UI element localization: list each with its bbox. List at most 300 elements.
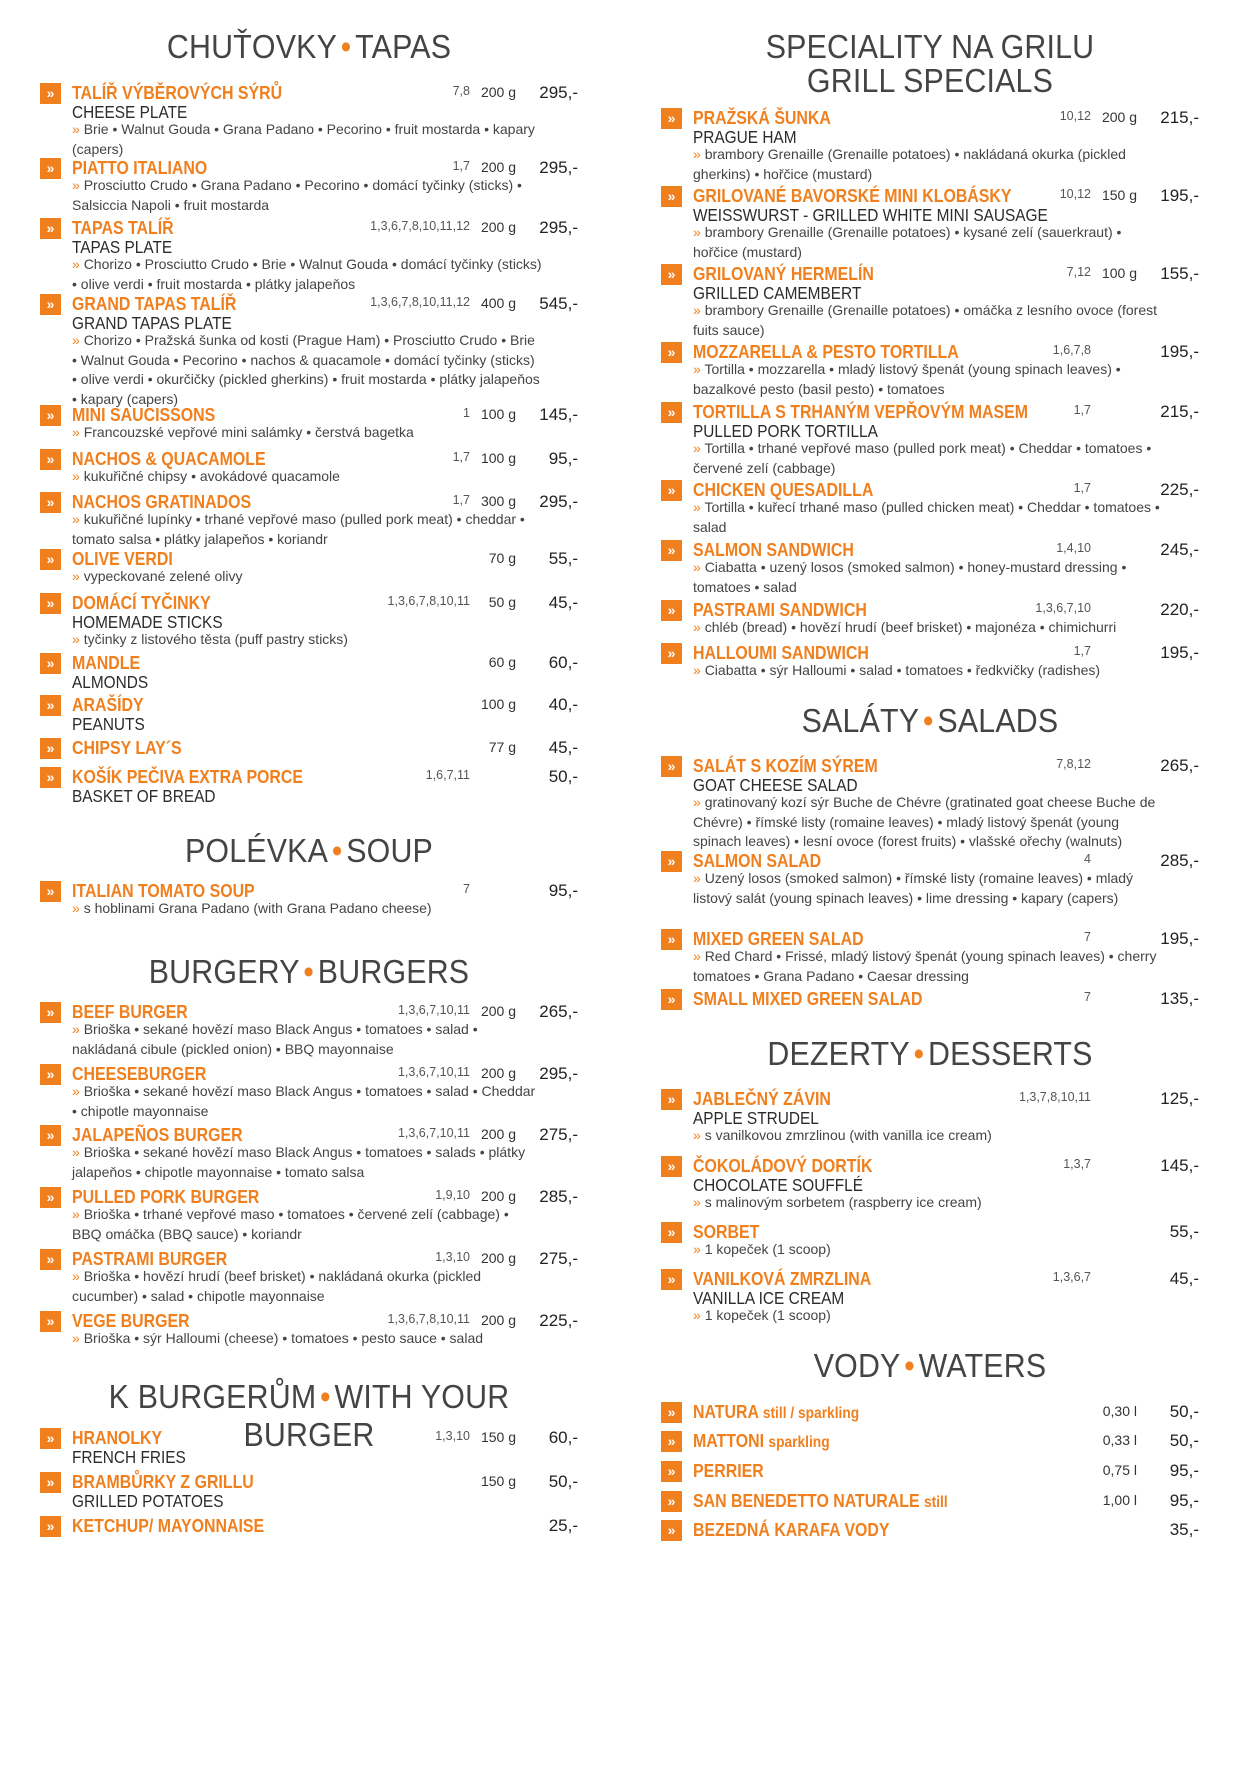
description-bullet-icon: » [72, 177, 80, 193]
item-name-variant: still / sparkling [762, 1405, 860, 1422]
item-name-text: MOZZARELLA & PESTO TORTILLA [693, 341, 959, 362]
item-allergens: 10,12 [1059, 187, 1091, 201]
item-allergens: 1,3,6,7,10 [1035, 601, 1091, 615]
item-name-text: SAN BENEDETTO NATURALE [693, 1490, 920, 1511]
item-name-english: HOMEMADE STICKS [72, 612, 223, 632]
item-name [72, 652, 140, 674]
title-separator-dot: • [913, 1035, 925, 1072]
item-name [693, 185, 1012, 207]
item-description [72, 120, 542, 159]
item-name [693, 1155, 872, 1177]
item-price: 50,- [1169, 1402, 1199, 1421]
item-allergens: 1,3,7,8,10,11 [1018, 1090, 1091, 1104]
item-allergens: 1,3,6,7,10,11 [397, 1065, 470, 1079]
item-name-text: MINI SAUCISSONS [72, 404, 216, 425]
chevron-right-double-icon: » [40, 1516, 61, 1537]
item-description [693, 1240, 1163, 1260]
chevron-right-double-icon: » [661, 600, 682, 621]
chevron-right-double-icon: » [40, 1064, 61, 1085]
item-price: 50,- [1169, 1431, 1199, 1450]
chevron-right-double-icon: » [661, 108, 682, 129]
item-portion: 200 g [480, 1250, 516, 1266]
item-description-text: kukuřičné chipsy • avokádové quacamole [83, 468, 340, 484]
item-price: 285,- [1160, 851, 1199, 870]
item-name [693, 263, 874, 285]
item-price: 35,- [1169, 1520, 1199, 1539]
item-price: 155,- [1160, 264, 1199, 283]
chevron-right-double-icon: » [40, 1428, 61, 1449]
item-allergens: 1,7 [1073, 644, 1091, 658]
item-name-english: PRAGUE HAM [693, 127, 797, 147]
description-bullet-icon: » [72, 1268, 80, 1284]
chevron-right-double-icon: » [40, 695, 61, 716]
item-price: 195,- [1160, 186, 1199, 205]
section-title-cz: SALÁTY [801, 702, 920, 739]
item-description [72, 1205, 542, 1244]
item-price: 145,- [1160, 1156, 1199, 1175]
item-description [72, 1143, 542, 1182]
section-title-cz: DEZERTY [767, 1035, 910, 1072]
item-allergens: 1,6,7,8 [1052, 343, 1091, 357]
item-portion: 150 g [480, 1429, 516, 1445]
item-portion: 0,75 l [1102, 1462, 1137, 1478]
item-price: 295,- [539, 158, 578, 177]
item-name-text: CHICKEN QUESADILLA [693, 479, 874, 500]
item-portion: 100 g [1101, 265, 1137, 281]
item-name-text: PERRIER [693, 1460, 764, 1481]
item-description-text: 1 kopeček (1 scoop) [704, 1307, 831, 1323]
description-bullet-icon: » [693, 1307, 701, 1323]
description-bullet-icon: » [693, 361, 701, 377]
item-name-text: GRILOVANÉ BAVORSKÉ MINI KLOBÁSKY [693, 185, 1012, 206]
item-name [693, 1268, 871, 1290]
item-description-text: kukuřičné lupínky • trhané vepřové maso (pulled pork meat) • cheddar • tomato salsa • plátky jalapeňos • koriandr [72, 511, 525, 547]
item-name [693, 755, 878, 777]
item-allergens: 4 [1084, 852, 1091, 866]
chevron-right-double-icon: » [40, 1249, 61, 1270]
item-name-english: VANILLA ICE CREAM [693, 1288, 845, 1308]
item-allergens: 1,3,7 [1063, 1157, 1091, 1171]
item-name [72, 293, 236, 315]
item-description-text: chléb (bread) • hovězí hrudí (beef brisket) • majonéza • chimichurri [704, 619, 1117, 635]
item-name [693, 1519, 890, 1541]
description-bullet-icon: » [693, 870, 701, 886]
description-bullet-icon: » [72, 511, 80, 527]
item-name-text: OLIVE VERDI [72, 548, 173, 569]
item-description-text: tyčinky z listového těsta (puff pastry sticks) [83, 631, 348, 647]
section-title-en: SALADS [937, 702, 1059, 739]
item-allergens: 1,3,6,7,10,11 [397, 1126, 470, 1140]
description-bullet-icon: » [693, 1127, 701, 1143]
item-description [693, 145, 1163, 184]
description-bullet-icon: » [72, 1083, 80, 1099]
item-description-text: gratinovaný kozí sýr Buche de Chévre (gratinated goat cheese Buche de Chévre) • římské listy (romaine leaves) • mladý listový špenát (young spinach leaves) • lesní ovoce (forest fruits) • vlašské ořechy (walnuts) [693, 794, 1156, 849]
item-portion: 400 g [480, 295, 516, 311]
item-description [693, 301, 1163, 340]
item-allergens: 7 [1084, 930, 1091, 944]
item-portion: 200 g [480, 84, 516, 100]
item-allergens: 1,4,10 [1056, 541, 1091, 555]
item-name-text: SMALL MIXED GREEN SALAD [693, 988, 923, 1009]
item-price: 50,- [548, 767, 578, 786]
item-description [72, 567, 542, 587]
item-description-text: Brioška • sekané hovězí maso Black Angus • tomatoes • salads • plátky jalapeňos • chipotle mayonnaise • tomato salsa [72, 1144, 526, 1180]
item-description [693, 439, 1163, 478]
item-allergens: 7 [463, 882, 470, 896]
description-bullet-icon: » [693, 1241, 701, 1257]
chevron-right-double-icon: » [40, 294, 61, 315]
item-name-english: GOAT CHEESE SALAD [693, 775, 858, 795]
chevron-right-double-icon: » [661, 1402, 682, 1423]
item-description [72, 255, 542, 294]
item-name-english: ALMONDS [72, 672, 149, 692]
chevron-right-double-icon: » [661, 264, 682, 285]
item-name-text: ARAŠÍDY [72, 694, 144, 715]
item-description [693, 869, 1163, 908]
section-title-en: WATERS [918, 1347, 1047, 1384]
item-name-english: GRILLED CAMEMBERT [693, 283, 862, 303]
chevron-right-double-icon: » [40, 1125, 61, 1146]
item-portion: 200 g [480, 1188, 516, 1204]
title-separator-dot: • [340, 28, 352, 65]
item-description-text: Ciabatta • sýr Halloumi • salad • tomatoes • ředkvičky (radishes) [704, 662, 1101, 678]
item-portion: 200 g [480, 159, 516, 175]
item-name [72, 694, 144, 716]
item-description-text: Red Chard • Frissé, mladý listový špenát (young spinach leaves) • cherry tomatoes • Grana Padano • Caesar dressing [693, 948, 1157, 984]
description-bullet-icon: » [72, 1206, 80, 1222]
item-allergens: 1,3,6,7,8,10,11 [387, 1312, 470, 1326]
item-name-text: SALMON SANDWICH [693, 539, 854, 560]
item-name-text: PASTRAMI BURGER [72, 1248, 228, 1269]
item-name-text: KETCHUP/ MAYONNAISE [72, 1515, 265, 1536]
item-name-text: HRANOLKY [72, 1427, 163, 1448]
item-description [72, 899, 542, 919]
item-price: 55,- [548, 549, 578, 568]
section-title-en: DESSERTS [928, 1035, 1093, 1072]
item-price: 195,- [1160, 342, 1199, 361]
chevron-right-double-icon: » [661, 342, 682, 363]
item-price: 545,- [539, 294, 578, 313]
item-allergens: 10,12 [1059, 109, 1091, 123]
section-title-en: BURGERS [317, 953, 470, 990]
description-bullet-icon: » [693, 559, 701, 575]
item-name-english: FRENCH FRIES [72, 1447, 186, 1467]
item-name-english: APPLE STRUDEL [693, 1108, 819, 1128]
item-description-text: 1 kopeček (1 scoop) [704, 1241, 831, 1257]
chevron-right-double-icon: » [40, 1472, 61, 1493]
section-title-cz: K BURGERŮM [108, 1378, 317, 1415]
item-description-text: Brioška • trhané vepřové maso • tomatoes • červené zelí (cabbage) • BBQ omáčka (BBQ sauce) • koriandr [72, 1206, 509, 1242]
chevron-right-double-icon: » [661, 1156, 682, 1177]
item-allergens: 1,7 [1073, 481, 1091, 495]
item-name-text: SALMON SALAD [693, 850, 822, 871]
item-description [693, 661, 1163, 681]
item-name-english: PULLED PORK TORTILLA [693, 421, 878, 441]
item-portion: 200 g [1101, 109, 1137, 125]
section-title-cz: POLÉVKA [184, 832, 329, 869]
item-description-text: s vanilkovou zmrzlinou (with vanilla ice cream) [704, 1127, 992, 1143]
item-price: 145,- [539, 405, 578, 424]
item-allergens: 1,3,10 [435, 1429, 470, 1443]
item-price: 225,- [1160, 480, 1199, 499]
item-portion: 150 g [1101, 187, 1137, 203]
item-description-text: Francouzské vepřové mini salámky • čerstvá bagetka [83, 424, 414, 440]
item-price: 125,- [1160, 1089, 1199, 1108]
item-name-english: CHOCOLATE SOUFFLÉ [693, 1175, 864, 1195]
section-title-en: WITH YOUR BURGER [243, 1378, 510, 1453]
section-title-salads [683, 702, 1178, 740]
item-price: 45,- [1169, 1269, 1199, 1288]
item-name [693, 1490, 948, 1514]
item-allergens: 1,9,10 [435, 1188, 470, 1202]
item-description [72, 423, 542, 443]
description-bullet-icon: » [72, 1144, 80, 1160]
chevron-right-double-icon: » [40, 218, 61, 239]
item-name [72, 82, 282, 104]
chevron-right-double-icon: » [661, 480, 682, 501]
item-price: 275,- [539, 1125, 578, 1144]
item-description [72, 176, 542, 215]
item-name-text: SALÁT S KOZÍM SÝREM [693, 755, 878, 776]
item-price: 215,- [1160, 402, 1199, 421]
item-description-text: Brioška • sýr Halloumi (cheese) • tomatoes • pesto sauce • salad [83, 1330, 484, 1346]
chevron-right-double-icon: » [661, 851, 682, 872]
item-allergens: 7,8 [452, 84, 470, 98]
item-name [693, 1088, 831, 1110]
item-description-text: Tortilla • kuřecí trhané maso (pulled chicken meat) • Cheddar • tomatoes • salad [693, 499, 1160, 535]
item-price: 95,- [548, 449, 578, 468]
item-description-text: brambory Grenaille (Grenaille potatoes) • omáčka z lesního ovoce (forest fuits sauce) [693, 302, 1158, 338]
item-name-english: PEANUTS [72, 714, 145, 734]
item-name-variant: still [924, 1494, 948, 1511]
item-name-english: CHEESE PLATE [72, 102, 188, 122]
chevron-right-double-icon: » [40, 593, 61, 614]
item-price: 265,- [1160, 756, 1199, 775]
item-description [693, 1306, 1163, 1326]
item-description-text: Brioška • hovězí hrudí (beef brisket) • nakládaná okurka (pickled cucumber) • salad • chipotle mayonnaise [72, 1268, 482, 1304]
title-separator-dot: • [331, 832, 343, 869]
chevron-right-double-icon: » [40, 83, 61, 104]
item-allergens: 1,3,10 [435, 1250, 470, 1264]
description-bullet-icon: » [72, 900, 80, 916]
section-title-cz: CHUŤOVKY [166, 28, 338, 65]
chevron-right-double-icon: » [661, 1089, 682, 1110]
item-price: 95,- [548, 881, 578, 900]
item-description [693, 618, 1163, 638]
item-description [693, 223, 1163, 262]
item-description-text: Tortilla • mozzarella • mladý listový špenát (young spinach leaves) • bazalkové pesto (basil pesto) • tomatoes [693, 361, 1121, 397]
item-name [72, 592, 211, 614]
chevron-right-double-icon: » [40, 738, 61, 759]
item-name-text: SORBET [693, 1221, 760, 1242]
item-description-text: Chorizo • Pražská šunka od kosti (Prague Ham) • Prosciutto Crudo • Brie • Walnut Gouda • Pecorino • nachos & quacamole • domácí tyčinky (sticks) • olive verdi • okurčičky (pickled gherkins) • fruit mostarda • plátky jalapeňos • kapary (capers) [72, 332, 540, 407]
item-description [693, 1193, 1163, 1213]
item-description-text: brambory Grenaille (Grenaille potatoes) • kysané zelí (sauerkraut) • hořčice (mustard) [693, 224, 1122, 260]
item-name-text: MANDLE [72, 652, 141, 673]
chevron-right-double-icon: » [40, 1002, 61, 1023]
item-portion: 200 g [480, 219, 516, 235]
item-name-text: CHEESEBURGER [72, 1063, 207, 1084]
item-description-text: s hoblinami Grana Padano (with Grana Padano cheese) [83, 900, 432, 916]
item-portion: 200 g [480, 1003, 516, 1019]
description-bullet-icon: » [72, 468, 80, 484]
section-title-grill: SPECIALITY NA GRILU [765, 28, 1095, 65]
chevron-right-double-icon: » [40, 549, 61, 570]
item-allergens: 1,3,6,7,8,10,11,12 [370, 219, 470, 233]
item-allergens: 7 [1084, 990, 1091, 1004]
item-portion: 100 g [480, 406, 516, 422]
section-title-cz: VODY [813, 1347, 901, 1384]
description-bullet-icon: » [693, 619, 701, 635]
item-price: 45,- [548, 738, 578, 757]
item-name-english: TAPAS PLATE [72, 237, 173, 257]
description-bullet-icon: » [693, 794, 701, 810]
chevron-right-double-icon: » [661, 186, 682, 207]
item-description-text: Chorizo • Prosciutto Crudo • Brie • Walnut Gouda • domácí tyčinky (sticks) • olive verdi • fruit mostarda • plátky jalapeňos [72, 256, 542, 292]
title-separator-dot: • [922, 702, 934, 739]
chevron-right-double-icon: » [40, 158, 61, 179]
item-allergens: 1,3,6,7,8,10,11 [387, 594, 470, 608]
item-description [72, 1082, 542, 1121]
item-description [693, 558, 1163, 597]
chevron-right-double-icon: » [661, 540, 682, 561]
item-name-text: BEEF BURGER [72, 1001, 188, 1022]
item-description [72, 1020, 542, 1059]
description-bullet-icon: » [693, 948, 701, 964]
item-description-text: brambory Grenaille (Grenaille potatoes) • nakládaná okurka (pickled gherkins) • hořčice (mustard) [693, 146, 1126, 182]
item-name [72, 217, 174, 239]
item-name-text: KOŠÍK PEČIVA EXTRA PORCE [72, 766, 304, 787]
section-title-en-grill: GRILL SPECIALS [806, 62, 1054, 99]
item-portion: 77 g [488, 739, 516, 755]
item-name-text: TALÍŘ VÝBĚROVÝCH SÝRŮ [72, 82, 283, 103]
item-description [72, 1329, 542, 1349]
description-bullet-icon: » [72, 568, 80, 584]
chevron-right-double-icon: » [40, 405, 61, 426]
chevron-right-double-icon: » [40, 492, 61, 513]
item-description [72, 467, 542, 487]
item-price: 40,- [548, 695, 578, 714]
item-portion: 1,00 l [1102, 1492, 1137, 1508]
chevron-right-double-icon: » [40, 881, 61, 902]
item-description [72, 331, 542, 409]
chevron-right-double-icon: » [40, 767, 61, 788]
item-description-text: vypeckované zelené olivy [83, 568, 243, 584]
item-name-english: GRILLED POTATOES [72, 1491, 224, 1511]
item-allergens: 7,8,12 [1056, 757, 1091, 771]
item-description-text: Tortilla • trhané vepřové maso (pulled pork meat) • Cheddar • tomatoes • červené zelí (cabbage) [693, 440, 1152, 476]
description-bullet-icon: » [72, 1021, 80, 1037]
section-title-desserts [683, 1035, 1178, 1073]
description-bullet-icon: » [693, 224, 701, 240]
item-name-text: MIXED GREEN SALAD [693, 928, 864, 949]
chevron-right-double-icon: » [661, 1269, 682, 1290]
item-name-text: GRILOVANÝ HERMELÍN [693, 263, 874, 284]
item-name [72, 766, 303, 788]
item-name [693, 401, 1028, 423]
item-price: 265,- [539, 1002, 578, 1021]
section-title-en: SOUP [346, 832, 433, 869]
item-portion: 70 g [488, 550, 516, 566]
item-description-text: Brie • Walnut Gouda • Grana Padano • Pecorino • fruit mostarda • kapary (capers) [72, 121, 535, 157]
title-separator-dot: • [904, 1347, 915, 1384]
item-price: 95,- [1169, 1461, 1199, 1480]
item-price: 195,- [1160, 929, 1199, 948]
item-name [72, 1427, 162, 1449]
description-bullet-icon: » [72, 256, 80, 272]
item-price: 245,- [1160, 540, 1199, 559]
description-bullet-icon: » [693, 302, 701, 318]
item-price: 25,- [548, 1516, 578, 1535]
item-name-text: JALAPEÑOS BURGER [72, 1124, 243, 1145]
item-name [693, 107, 831, 129]
title-separator-dot: • [319, 1378, 331, 1415]
item-price: 60,- [548, 1428, 578, 1447]
item-price: 295,- [539, 1064, 578, 1083]
item-name-text: MATTONI [693, 1430, 765, 1451]
chevron-right-double-icon: » [661, 402, 682, 423]
item-name-text: PRAŽSKÁ ŠUNKA [693, 107, 831, 128]
description-bullet-icon: » [693, 1194, 701, 1210]
item-price: 135,- [1160, 989, 1199, 1008]
item-name-text: CHIPSY LAY´S [72, 737, 182, 758]
item-name-text: HALLOUMI SANDWICH [693, 642, 869, 663]
description-bullet-icon: » [72, 332, 80, 348]
section-title-cz: BURGERY [148, 953, 300, 990]
description-bullet-icon: » [693, 499, 701, 515]
item-name-text: TAPAS TALÍŘ [72, 217, 174, 238]
item-description-text: Prosciutto Crudo • Grana Padano • Pecorino • domácí tyčinky (sticks) • Salsiccia Napoli • fruit mostarda [72, 177, 522, 213]
chevron-right-double-icon: » [661, 929, 682, 950]
item-portion: 200 g [480, 1312, 516, 1328]
title-separator-dot: • [303, 953, 315, 990]
item-name [72, 1471, 254, 1493]
item-price: 55,- [1169, 1222, 1199, 1241]
item-name-text: NATURA [693, 1401, 759, 1422]
section-title-waters [683, 1347, 1178, 1385]
item-portion: 300 g [480, 493, 516, 509]
item-name-text: ITALIAN TOMATO SOUP [72, 880, 255, 901]
description-bullet-icon: » [72, 631, 80, 647]
chevron-right-double-icon: » [661, 1491, 682, 1512]
item-description [693, 947, 1163, 986]
section-title-burgers [62, 953, 557, 991]
item-name-text: PIATTO ITALIANO [72, 157, 208, 178]
item-portion: 150 g [480, 1473, 516, 1489]
description-bullet-icon: » [72, 424, 80, 440]
section-title-tapas [62, 28, 557, 66]
description-bullet-icon: » [72, 1330, 80, 1346]
item-name [693, 988, 923, 1010]
item-allergens: 1,7 [1073, 403, 1091, 417]
item-name-text: NACHOS & QUACAMOLE [72, 448, 266, 469]
description-bullet-icon: » [693, 662, 701, 678]
item-price: 295,- [539, 492, 578, 511]
item-name-text: JABLEČNÝ ZÁVIN [693, 1088, 831, 1109]
item-name-text: PASTRAMI SANDWICH [693, 599, 867, 620]
item-description-text: Brioška • sekané hovězí maso Black Angus • tomatoes • salad • nakládaná cibule (pickled onion) • BBQ mayonnaise [72, 1021, 478, 1057]
item-price: 60,- [548, 653, 578, 672]
section-title-soup [62, 832, 557, 870]
chevron-right-double-icon: » [661, 1431, 682, 1452]
item-price: 195,- [1160, 643, 1199, 662]
item-allergens: 1,3,6,7,10,11 [397, 1003, 470, 1017]
item-name-text: BRAMBŮRKY Z GRILLU [72, 1471, 254, 1492]
item-price: 285,- [539, 1187, 578, 1206]
description-bullet-icon: » [72, 121, 80, 137]
item-name-text: VEGE BURGER [72, 1310, 190, 1331]
item-price: 45,- [548, 593, 578, 612]
